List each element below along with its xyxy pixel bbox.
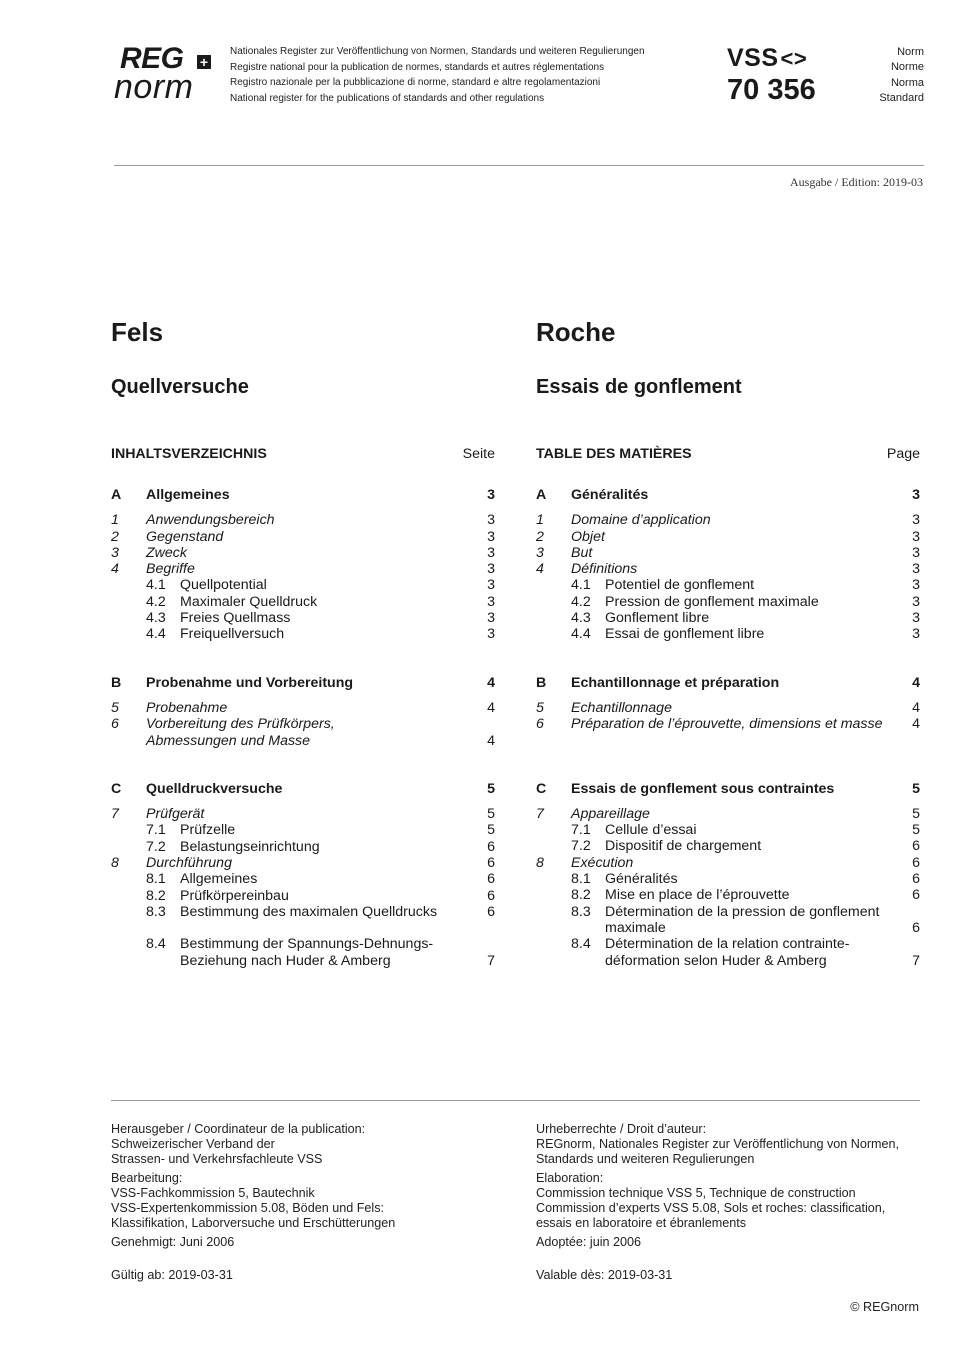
toc-page-number: 6 [912,919,920,936]
toc-section-a[interactable] [536,487,920,503]
toc-page-number: 6 [487,903,495,920]
toc-subchapter-number: 4.1 [571,577,591,594]
toc-chapter-title: Probenahme [146,699,228,716]
toc-chapter-6[interactable] [536,716,920,732]
toc-chapter-number: 1 [111,512,119,529]
register-line-en: National register for the publications of standards and other regulations [230,92,545,104]
footer-copyright-fr [536,1122,920,1250]
toc-subchapter-title: Gonflement libre [605,610,710,627]
toc-chapter-number: 7 [536,805,544,822]
vss-logo [727,44,807,73]
toc-page-number: 5 [912,780,920,797]
toc-chapter-number: 6 [111,716,119,733]
title-de: Fels [111,317,164,347]
toc-page-number: 4 [487,732,495,749]
toc-chapter-number: 5 [111,699,119,716]
toc-chapter-1[interactable] [111,512,495,528]
toc-section-b[interactable] [536,675,920,691]
toc-subchapter-title: Prüfkörpereinbau [180,887,289,904]
toc-subchapter-number: 4.2 [571,593,591,610]
logo-reg-text: REG [120,42,184,75]
toc-subchapter-number: 8.2 [571,887,591,904]
edition-label: Ausgabe / Edition: 2019-03 [790,175,923,189]
toc-chapter-6[interactable] [111,716,495,749]
toc-subchapter-title: Maximaler Quelldruck [180,593,318,610]
toc-page-number: 6 [912,871,920,888]
toc-subchapter-number: 4.3 [571,610,591,627]
toc-section-b[interactable] [111,675,495,691]
toc-subchapter-number: 8.4 [571,936,591,953]
footer-line: essais en laboratoire et ébranlements [536,1216,747,1230]
toc-section-title: Essais de gonflement sous contraintes [571,780,835,797]
toc-subchapter-title: Prüfzelle [180,822,236,839]
toc-page-number: 6 [912,838,920,855]
toc-subchapter-number: 7.2 [571,838,591,855]
toc-subchapter-title: Freiquellversuch [180,626,285,643]
vss-logo-text: VSS [727,44,779,72]
toc-subchapter-title: Mise en place de l’éprouvette [605,887,790,904]
toc-chapter-3[interactable] [536,545,920,561]
footer-line: Strassen- und Verkehrsfachleute VSS [111,1152,323,1166]
type-label-fr: Norme [890,61,924,74]
footer-approved: Genehmigt: Juni 2006 [111,1235,235,1249]
toc-chapter-title: Prüfgerät [146,806,205,823]
toc-subchapter-7-1[interactable] [536,822,920,838]
toc-page-number: 5 [487,822,495,839]
toc-page-number: 3 [487,610,495,627]
toc-chapter-title: Préparation de l’éprouvette, dimensions et masse [571,716,883,733]
toc-subchapter-title: Potentiel de gonflement [605,577,755,594]
toc-section-title: Quelldruckversuche [146,780,283,797]
toc-page-number: 3 [487,487,495,503]
register-line-it: Registro nazionale per la pubblicazione di norme, standard e altre regolamentazioni [230,77,601,88]
toc-chapter-number: 2 [111,528,119,545]
toc-subchapter-number: 8.3 [146,903,166,920]
register-line-de: Nationales Register zur Veröffentlichung von Normen, Standards und weiteren Regulierungen [230,46,645,57]
footer-publisher-de [111,1122,495,1250]
toc-section-number: A [111,487,122,503]
toc-subchapter-4-1[interactable] [536,577,920,593]
toc-page-number: 3 [487,512,495,529]
footer-line: Herausgeber / Coordinateur de la publication: [111,1122,366,1136]
toc-subchapter-number: 4.2 [146,593,166,610]
toc-subchapter-title: Bestimmung des maximalen Quelldrucks [180,903,438,920]
toc-header [536,446,920,464]
toc-subchapter-title: Essai de gonflement libre [605,626,765,643]
toc-page-number: 3 [487,593,495,610]
toc-chapter-title: Exécution [571,854,634,871]
toc-subchapter-number: 4.4 [146,626,166,643]
toc-subchapter-number: 8.3 [571,903,591,920]
toc-section-title: Généralités [571,487,649,503]
toc-section-number: B [536,674,547,691]
vss-arrow-icon: <> [780,46,808,71]
toc-subchapter-4-1[interactable] [111,577,495,593]
toc-subchapter-number: 4.3 [146,610,166,627]
toc-page-number: 3 [487,626,495,643]
toc-subchapter-4-2[interactable] [111,594,495,610]
toc-page-number: 3 [487,577,495,594]
toc-page-number: 4 [912,699,920,716]
title-fr: Roche [536,317,616,347]
toc-page-number: 6 [912,854,920,871]
copyright-notice: © REGnorm [850,1300,919,1314]
toc-subchapter-4-4[interactable] [536,626,920,642]
toc-section-number: C [111,780,122,797]
header-divider [114,165,924,166]
footer-line: Klassifikation, Laborversuche und Erschütterungen [111,1216,396,1230]
toc-page-number: 4 [912,716,920,733]
footer-line: Elaboration: [536,1171,604,1185]
subtitle-de: Quellversuche [111,376,249,398]
toc-chapter-title: Zweck [146,544,187,561]
toc-subchapter-8-2[interactable] [536,887,920,903]
toc-page-number: 4 [487,699,495,716]
footer-line: Commission d’experts VSS 5.08, Sols et roches: classification, [536,1201,886,1215]
toc-page-number: 5 [487,780,495,797]
toc-page-number: 3 [912,512,920,529]
toc-page-number: 3 [487,561,495,578]
toc-chapter-3[interactable] [111,545,495,561]
footer-line: VSS-Expertenkommission 5.08, Böden und Fels: [111,1201,385,1215]
toc-page-number: 6 [487,838,495,855]
footer-divider [111,1100,920,1101]
toc-page-number: 5 [912,805,920,822]
toc-page-label: Seite [462,446,495,462]
toc-chapter-number: 8 [111,855,119,872]
logo-plus-icon: + [197,55,211,69]
toc-section-title: Probenahme und Vorbereitung [146,674,354,691]
toc-subchapter-number: 7.1 [146,822,166,839]
toc-page-label: Page [886,446,920,462]
toc-page-number: 3 [487,528,495,545]
toc-page-number: 6 [912,887,920,904]
toc-page-number: 7 [487,952,495,969]
toc-chapter-7[interactable] [536,806,920,822]
toc-section-number: C [536,780,547,797]
toc-section-a[interactable] [111,487,495,503]
toc-subchapter-title: Détermination de la pression de gonflement maximale [605,903,880,936]
toc-subchapter-8-4[interactable] [111,936,495,969]
toc-page-number: 6 [487,855,495,872]
footer-approved: Adoptée: juin 2006 [536,1235,642,1249]
footer-line: Standards und weiteren Regulierungen [536,1152,755,1166]
toc-chapter-2[interactable] [536,529,920,545]
toc-chapter-8[interactable] [536,855,920,871]
toc-chapter-5[interactable] [111,700,495,716]
toc-header [111,446,495,464]
toc-chapter-8[interactable] [111,855,495,871]
toc-section-number: A [536,487,547,503]
register-line-fr: Registre national pour la publication de normes, standards et autres réglementations [230,61,605,73]
toc-subchapter-title: Généralités [605,871,678,888]
toc-subchapter-4-4[interactable] [111,626,495,642]
toc-section-title: Echantillonnage et préparation [571,674,780,691]
valid-from-fr: Valable dès: 2019-03-31 [536,1268,673,1282]
toc-page-number: 3 [912,544,920,561]
toc-subchapter-8-4[interactable] [536,936,920,969]
toc-page-number: 5 [487,806,495,823]
toc-subchapter-8-1[interactable] [111,871,495,887]
toc-section-title: Allgemeines [146,487,230,503]
toc-subchapter-number: 4.1 [146,577,166,594]
toc-subchapter-number: 8.1 [146,871,166,888]
toc-chapter-number: 5 [536,699,544,716]
type-label-it: Norma [890,76,924,89]
toc-chapter-number: 4 [536,561,544,578]
toc-chapter-number: 6 [536,716,544,733]
logo-norm-text: norm [114,68,194,106]
toc-page-number: 3 [912,528,920,545]
toc-chapter-number: 7 [111,806,119,823]
toc-subchapter-title: Pression de gonflement maximale [605,593,819,610]
toc-chapter-title: Domaine d’application [571,512,711,529]
toc-heading: INHALTSVERZEICHNIS [111,446,267,462]
toc-page-number: 6 [487,871,495,888]
footer-line: Commission technique VSS 5, Technique de construction [536,1186,856,1200]
toc-subchapter-title: Belastungseinrichtung [180,838,320,855]
toc-heading: TABLE DES MATIÈRES [536,446,692,462]
toc-chapter-2[interactable] [111,529,495,545]
toc-subchapter-7-1[interactable] [111,822,495,838]
toc-chapter-number: 3 [111,544,119,561]
toc-section-c[interactable] [111,781,495,797]
toc-chapter-number: 3 [536,544,544,561]
toc-subchapter-number: 4.4 [571,626,591,643]
valid-from-de: Gültig ab: 2019-03-31 [111,1268,233,1282]
toc-subchapter-number: 8.1 [571,871,591,888]
toc-subchapter-number: 7.1 [571,822,591,839]
toc-chapter-title: Begriffe [146,561,195,578]
toc-subchapter-8-3[interactable] [111,904,495,920]
toc-chapter-number: 4 [111,561,119,578]
toc-subchapter-title: Allgemeines [180,871,258,888]
footer-line: Urheberrechte / Droit d’auteur: [536,1122,707,1136]
subtitle-fr: Essais de gonflement [536,376,742,398]
toc-page-number: 3 [487,544,495,561]
toc-subchapter-title: Cellule d’essai [605,822,697,839]
toc-subchapter-number: 7.2 [146,838,166,855]
toc-section-number: B [111,674,122,691]
toc-chapter-title: Anwendungsbereich [146,512,275,529]
toc-chapter-4[interactable] [111,561,495,577]
toc-page-number: 6 [487,887,495,904]
toc-chapter-title: Appareillage [571,805,650,822]
toc-chapter-number: 1 [536,512,544,529]
toc-subchapter-title: Détermination de la relation contrainte-déformation selon Huder & Amberg [605,936,850,969]
footer-line: Bearbeitung: [111,1171,183,1185]
type-label-en: Standard [879,91,924,104]
toc-chapter-title: Définitions [571,561,638,578]
toc-page-number: 3 [912,487,920,503]
toc-subchapter-4-3[interactable] [536,610,920,626]
toc-chapter-4[interactable] [536,561,920,577]
toc-chapter-title: Durchführung [146,855,232,872]
toc-page-number: 3 [912,593,920,610]
toc-chapter-title: Vorbereitung des Prüfkörpers, Abmessungen und Masse [146,716,335,749]
toc-subchapter-7-2[interactable] [536,838,920,854]
toc-page-number: 4 [912,674,920,691]
toc-subchapter-number: 8.4 [146,936,166,953]
toc-page-number: 3 [912,610,920,627]
toc-subchapter-title: Dispositif de chargement [605,838,762,855]
footer-line: Schweizerischer Verband der [111,1137,275,1151]
toc-subchapter-7-2[interactable] [111,839,495,855]
regnorm-logo [114,44,218,104]
toc-subchapter-8-3[interactable] [536,904,920,937]
toc-page-number: 7 [912,952,920,969]
type-label-de: Norm [897,46,924,58]
footer-line: REGnorm, Nationales Register zur Veröffentlichung von Normen, [536,1137,900,1151]
toc-fr [536,446,920,969]
toc-chapter-title: Echantillonnage [571,699,672,716]
toc-subchapter-4-3[interactable] [111,610,495,626]
toc-subchapter-4-2[interactable] [536,594,920,610]
register-description [230,44,645,106]
toc-subchapter-8-2[interactable] [111,888,495,904]
toc-subchapter-8-1[interactable] [536,871,920,887]
toc-subchapter-title: Freies Quellmass [180,610,291,627]
toc-de [111,446,495,969]
toc-page-number: 4 [487,674,495,691]
toc-subchapter-title: Quellpotential [180,577,267,594]
toc-chapter-5[interactable] [536,700,920,716]
toc-chapter-title: Objet [571,528,605,545]
footer-line: VSS-Fachkommission 5, Bautechnik [111,1186,315,1200]
toc-chapter-1[interactable] [536,512,920,528]
toc-page-number: 5 [912,822,920,839]
norm-number: 70 356 [727,74,816,106]
toc-chapter-number: 2 [536,528,544,545]
toc-page-number: 3 [912,577,920,594]
toc-subchapter-title: Bestimmung der Spannungs-Dehnungs-Beziehung nach Huder & Amberg [180,936,434,969]
toc-page-number: 3 [912,561,920,578]
toc-chapter-7[interactable] [111,806,495,822]
toc-chapter-title: But [571,544,593,561]
toc-chapter-number: 8 [536,854,544,871]
toc-section-c[interactable] [536,781,920,797]
toc-chapter-title: Gegenstand [146,528,224,545]
toc-subchapter-number: 8.2 [146,887,166,904]
document-type-labels [840,45,924,106]
toc-page-number: 3 [912,626,920,643]
